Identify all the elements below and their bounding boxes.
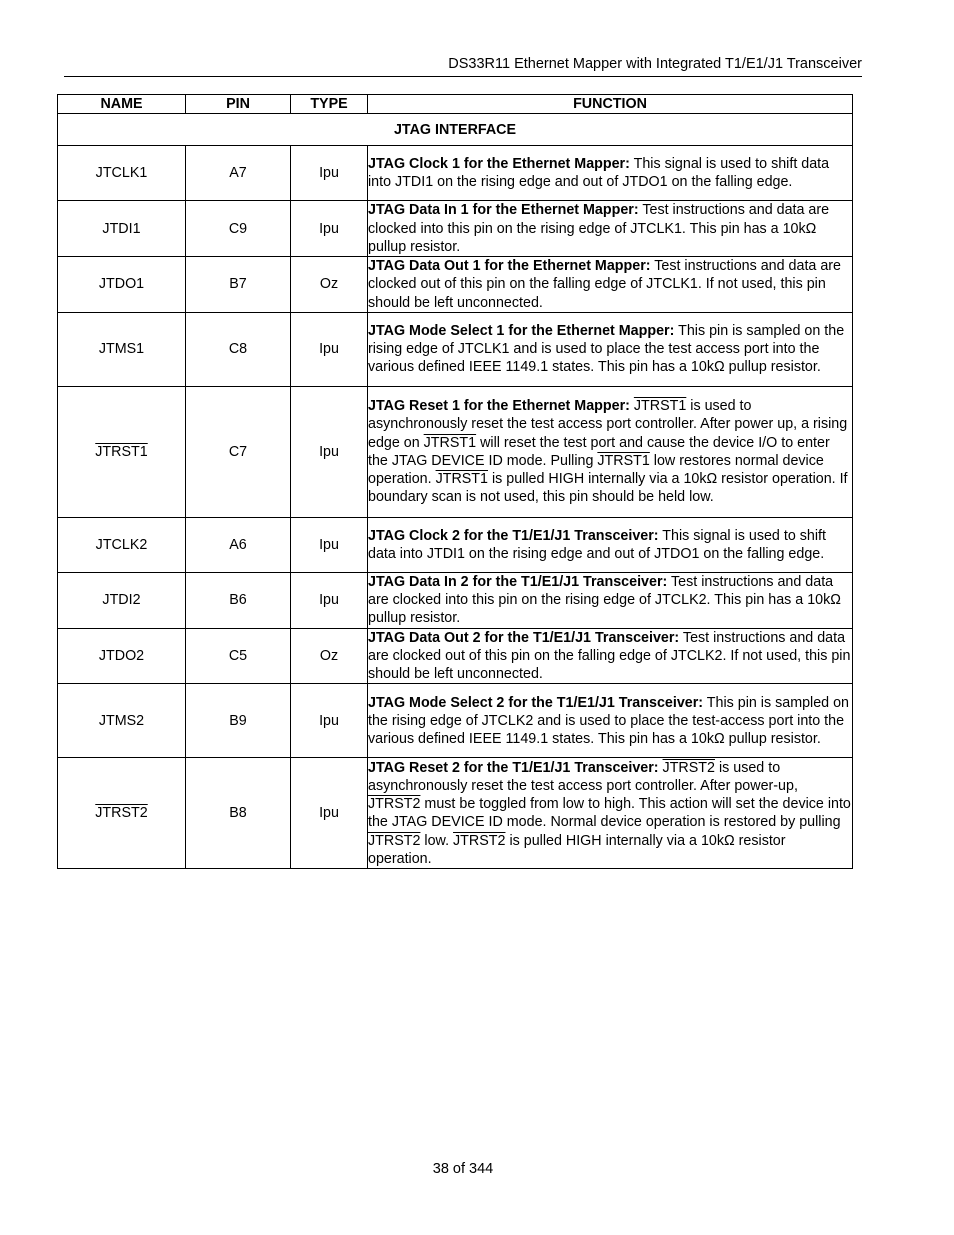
function-text: is pulled HIGH internally via a 10kΩ resistor operation. If boundary scan is not used, this pin should be held low.	[368, 471, 848, 506]
pin-function	[368, 517, 853, 572]
active-low-signal: JTRST2	[368, 796, 421, 813]
function-lead-text: JTAG Data In 1 for the Ethernet Mapper:	[368, 202, 639, 219]
pin-number: C5	[186, 628, 291, 684]
document-header-title: DS33R11 Ethernet Mapper with Integrated T1/E1/J1 Transceiver	[448, 56, 862, 72]
pin-number: B6	[186, 572, 291, 628]
pin-type: Ipu	[291, 684, 368, 758]
pin-description-table	[57, 94, 853, 869]
table-row	[58, 257, 853, 313]
active-low-signal: JTRST1	[435, 471, 488, 488]
column-header-name: NAME	[58, 95, 186, 114]
pin-name-cell	[58, 684, 186, 758]
function-text: Test instructions and data are clocked out of this pin on the falling edge of JTCLK2. If not used, this pin should be left unconnected.	[368, 629, 851, 683]
pin-function	[368, 386, 853, 517]
pin-name: JTCLK2	[95, 536, 148, 553]
column-header-type: TYPE	[291, 95, 368, 114]
pin-name-cell	[58, 517, 186, 572]
table-row	[58, 758, 853, 869]
function-text: This signal is used to shift data into JTDI1 on the rising edge and out of JTDO1 on the falling edge.	[368, 156, 830, 191]
function-text: This pin is sampled on the rising edge of JTCLK1 and is used to place the test access port into the various defined IEEE 1149.1 states. This pin has a 10kΩ pullup resistor.	[368, 323, 845, 376]
table-row	[58, 386, 853, 517]
pin-type: Ipu	[291, 517, 368, 572]
table-row	[58, 684, 853, 758]
pin-type: Ipu	[291, 758, 368, 869]
function-text: must be toggled from low to high. This action will set the device into the JTAG DEVICE ID mode. Normal device operation is restored by pulling	[368, 796, 851, 831]
pin-function	[368, 146, 853, 201]
pin-number: C8	[186, 312, 291, 386]
pin-name: JTDO1	[98, 276, 145, 293]
pin-name: JTRST2	[95, 805, 148, 822]
table-header-row	[58, 95, 853, 114]
pin-name-cell	[58, 758, 186, 869]
pin-number: B9	[186, 684, 291, 758]
pin-function	[368, 201, 853, 257]
section-row	[58, 114, 853, 146]
active-low-signal: JTRST1	[597, 452, 650, 469]
pin-number: A7	[186, 146, 291, 201]
pin-name: JTDI2	[102, 592, 141, 609]
active-low-signal: JTRST2	[453, 832, 506, 849]
pin-type: Ipu	[291, 572, 368, 628]
pin-function	[368, 572, 853, 628]
function-text: is used to asynchronously reset the test access port controller. After power up, a rising edge on	[368, 398, 848, 451]
pin-type: Oz	[291, 628, 368, 684]
function-lead-text: JTAG Data Out 2 for the T1/E1/J1 Transceiver:	[368, 629, 680, 646]
pin-name-cell	[58, 257, 186, 313]
table-row	[58, 146, 853, 201]
pin-number: B8	[186, 758, 291, 869]
section-title: JTAG INTERFACE	[58, 114, 853, 146]
active-low-signal: JTRST1	[633, 398, 687, 415]
function-lead-text: JTAG Mode Select 1 for the Ethernet Mapper:	[368, 323, 675, 339]
function-lead-text: JTAG Clock 1 for the Ethernet Mapper:	[368, 156, 630, 172]
active-low-signal: JTRST2	[368, 832, 421, 849]
pin-name-cell	[58, 312, 186, 386]
pin-name: JTRST1	[95, 443, 148, 460]
pin-name-cell	[58, 572, 186, 628]
function-text: Test instructions and data are clocked out of this pin on the falling edge of JTCLK1. If not used, this pin should be left unconnected.	[368, 258, 842, 311]
table-body	[58, 114, 853, 869]
pin-function	[368, 684, 853, 758]
pin-name: JTMS2	[98, 712, 145, 729]
pin-name-cell	[58, 201, 186, 257]
table-row	[58, 312, 853, 386]
function-lead-text: JTAG Reset 2 for the T1/E1/J1 Transceiver:	[368, 759, 659, 776]
table-row	[58, 201, 853, 257]
pin-function	[368, 257, 853, 313]
pin-name-cell	[58, 628, 186, 684]
function-text: will reset the test port and cause the device I/O to enter the JTAG DEVICE ID mode. Pulling	[368, 434, 830, 469]
function-text: This pin is sampled on the rising edge of JTCLK2 and is used to place the test-access port into the various defined IEEE 1149.1 states. This pin has a 10kΩ pullup resistor.	[368, 694, 850, 748]
function-lead-text: JTAG Data Out 1 for the Ethernet Mapper:	[368, 258, 651, 275]
pin-number: C7	[186, 386, 291, 517]
table-row	[58, 517, 853, 572]
pin-name-cell	[58, 146, 186, 201]
active-low-signal: JTRST1	[423, 434, 477, 451]
function-text: low.	[420, 832, 454, 849]
function-lead-text: JTAG Reset 1 for the Ethernet Mapper:	[368, 398, 630, 415]
function-text: Test instructions and data are clocked into this pin on the rising edge of JTCLK2. This pin has a 10kΩ pullup resistor.	[368, 574, 841, 627]
function-text: low restores normal device operation.	[368, 452, 824, 488]
pin-type: Ipu	[291, 201, 368, 257]
active-low-signal: JTRST2	[662, 759, 715, 776]
pin-type: Ipu	[291, 146, 368, 201]
pin-type: Oz	[291, 257, 368, 313]
pin-function	[368, 628, 853, 684]
pin-name: JTDI1	[102, 220, 141, 237]
function-text: is used to asynchronously reset the test access port controller. After power-up,	[368, 759, 798, 795]
table-row	[58, 572, 853, 628]
pin-number: A6	[186, 517, 291, 572]
page-number: 38 of 344	[432, 1161, 494, 1177]
function-text: This signal is used to shift data into JTDI1 on the rising edge and out of JTDO1 on the falling edge.	[368, 527, 826, 562]
column-header-pin: PIN	[186, 95, 291, 114]
column-header-function: FUNCTION	[368, 95, 853, 114]
pin-type: Ipu	[291, 386, 368, 517]
pin-function	[368, 758, 853, 869]
function-lead-text: JTAG Mode Select 2 for the T1/E1/J1 Transceiver:	[368, 694, 704, 711]
function-text: is pulled HIGH internally via a 10kΩ resistor operation.	[368, 832, 786, 867]
pin-number: C9	[186, 201, 291, 257]
pin-name: JTCLK1	[95, 165, 148, 182]
pin-name: JTMS1	[98, 341, 145, 358]
pin-number: B7	[186, 257, 291, 313]
pin-name: JTDO2	[98, 648, 145, 665]
pin-function	[368, 312, 853, 386]
function-lead-text: JTAG Clock 2 for the T1/E1/J1 Transceiver:	[368, 527, 659, 544]
pin-type: Ipu	[291, 312, 368, 386]
function-text: Test instructions and data are clocked into this pin on the rising edge of JTCLK1. This pin has a 10kΩ pullup resistor.	[368, 202, 830, 255]
header-rule	[64, 76, 862, 77]
pin-name-cell	[58, 386, 186, 517]
function-lead-text: JTAG Data In 2 for the T1/E1/J1 Transceiver:	[368, 574, 668, 590]
table-row	[58, 628, 853, 684]
